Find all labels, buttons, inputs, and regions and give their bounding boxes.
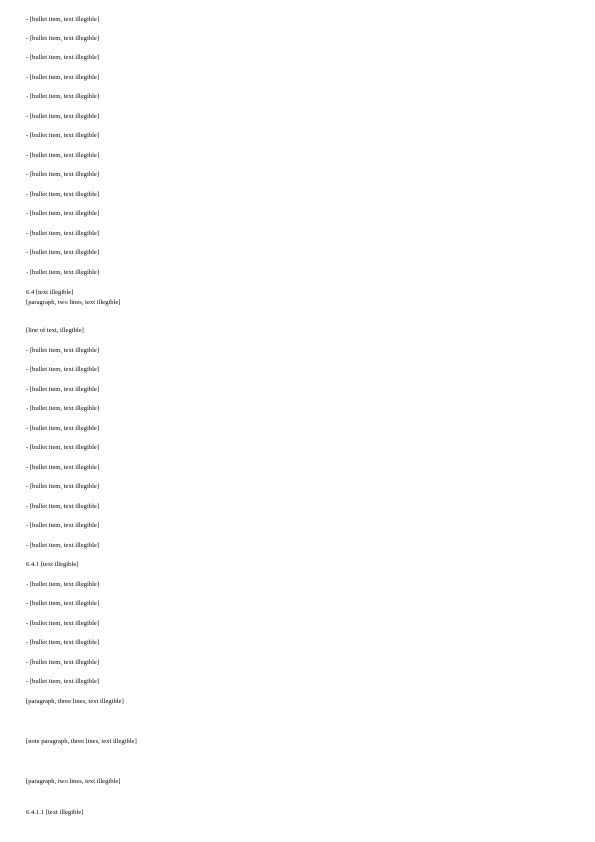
bullet-item: - [bullet item, text illegible] xyxy=(26,483,100,490)
bullet-item: - [bullet item, text illegible] xyxy=(26,425,100,432)
bullet-item: - [bullet item, text illegible] xyxy=(26,405,100,412)
bullet-item: - [bullet item, text illegible] xyxy=(26,210,100,217)
bullet-item: - [bullet item, text illegible] xyxy=(26,581,100,588)
note-paragraph: [note paragraph, three lines, text illegible] xyxy=(26,738,137,745)
body-paragraph: [paragraph, three lines, text illegible] xyxy=(26,698,124,705)
section-paragraph: 6.4.1.1 [text illegible] xyxy=(26,809,84,816)
bullet-item: - [bullet item, text illegible] xyxy=(26,74,100,81)
bullet-item: - [bullet item, text illegible] xyxy=(26,659,100,666)
bullet-item: - [bullet item, text illegible] xyxy=(26,503,100,510)
bullet-item: - [bullet item, text illegible] xyxy=(26,542,100,549)
body-paragraph: [paragraph, two lines, text illegible] xyxy=(26,778,121,785)
bullet-item: - [bullet item, text illegible] xyxy=(26,347,100,354)
bullet-item: - [bullet item, text illegible] xyxy=(26,230,100,237)
bullet-item: - [bullet item, text illegible] xyxy=(26,444,100,451)
bullet-item: - [bullet item, text illegible] xyxy=(26,249,100,256)
bullet-item: - [bullet item, text illegible] xyxy=(26,386,100,393)
bullet-item: - [bullet item, text illegible] xyxy=(26,132,100,139)
bullet-item: - [bullet item, text illegible] xyxy=(26,35,100,42)
bullet-item: - [bullet item, text illegible] xyxy=(26,600,100,607)
bullet-item: - [bullet item, text illegible] xyxy=(26,366,100,373)
bullet-item: - [bullet item, text illegible] xyxy=(26,464,100,471)
bullet-item: - [bullet item, text illegible] xyxy=(26,171,100,178)
bullet-item: - [bullet item, text illegible] xyxy=(26,620,100,627)
bullet-item: - [bullet item, text illegible] xyxy=(26,113,100,120)
bullet-item: - [bullet item, text illegible] xyxy=(26,54,100,61)
bullet-item: - [bullet item, text illegible] xyxy=(26,16,100,23)
bullet-item: - [bullet item, text illegible] xyxy=(26,93,100,100)
bullet-item: - [bullet item, text illegible] xyxy=(26,269,100,276)
bullet-item: - [bullet item, text illegible] xyxy=(26,191,100,198)
body-paragraph: [paragraph, two lines, text illegible] xyxy=(26,299,121,306)
bullet-item: - [bullet item, text illegible] xyxy=(26,678,100,685)
bullet-item: - [bullet item, text illegible] xyxy=(26,639,100,646)
section-paragraph: 6.4 [text illegible] xyxy=(26,289,74,296)
bullet-item: - [bullet item, text illegible] xyxy=(26,522,100,529)
section-paragraph: 6.4.1 [text illegible] xyxy=(26,561,79,568)
bullet-item: - [bullet item, text illegible] xyxy=(26,152,100,159)
body-paragraph: [line of text, illegible] xyxy=(26,327,84,334)
